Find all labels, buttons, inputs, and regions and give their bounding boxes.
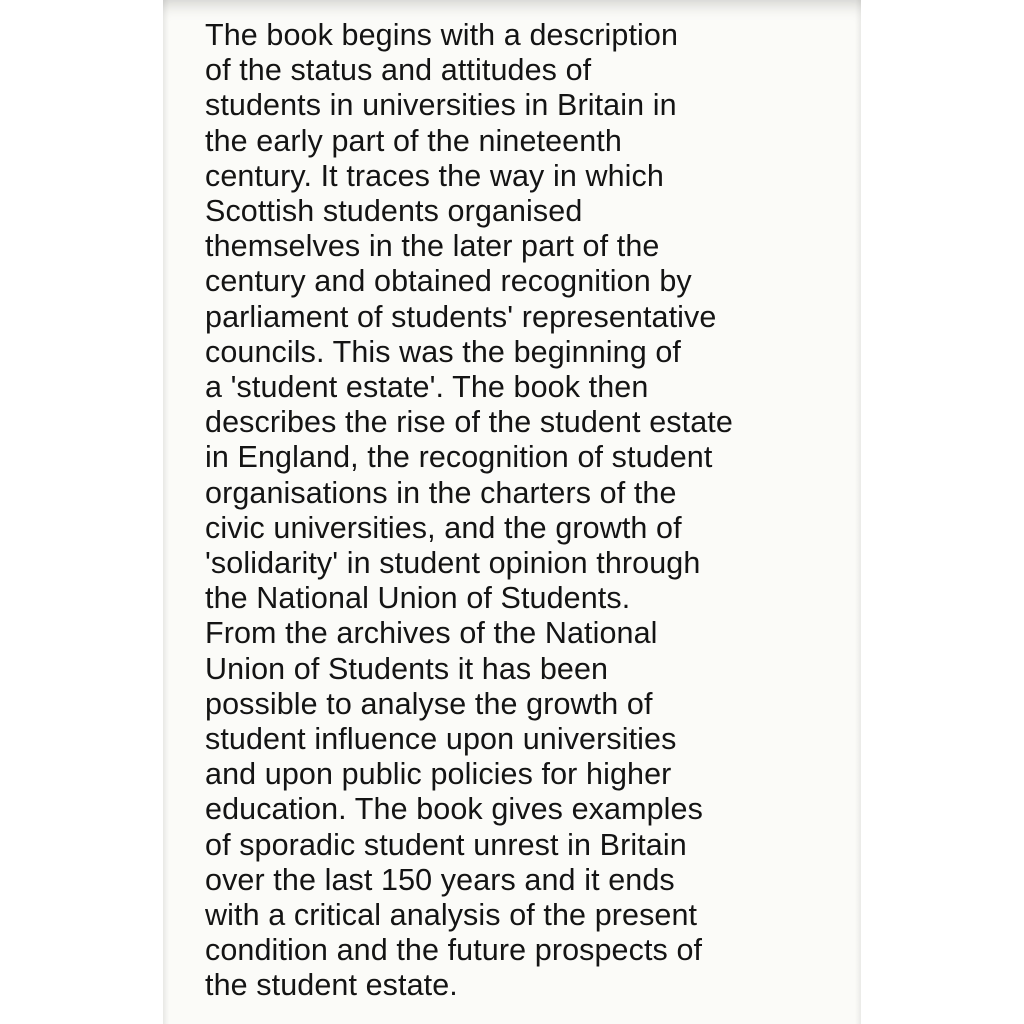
text-line: a 'student estate'. The book then bbox=[205, 370, 649, 405]
text-line: the National Union of Students. bbox=[205, 581, 631, 616]
text-line: condition and the future prospects of bbox=[205, 933, 703, 968]
text-line: 'solidarity' in student opinion through bbox=[205, 546, 701, 581]
text-line: with a critical analysis of the present bbox=[205, 898, 698, 933]
text-line: the early part of the nineteenth bbox=[205, 123, 622, 158]
text-line: From the archives of the National bbox=[205, 616, 658, 651]
text-line: in England, the recognition of student bbox=[205, 440, 713, 475]
text-line: councils. This was the beginning of bbox=[205, 334, 681, 369]
text-line: organisations in the charters of the bbox=[205, 475, 677, 510]
text-line: possible to analyse the growth of bbox=[205, 686, 653, 721]
text-line: education. The book gives examples bbox=[205, 792, 703, 827]
text-line: parliament of students' representative bbox=[205, 299, 717, 334]
text-line: century. It traces the way in which bbox=[205, 158, 664, 193]
text-line: The book begins with a description bbox=[205, 18, 679, 52]
text-line: students in universities in Britain in bbox=[205, 88, 677, 123]
text-line: Union of Students it has been bbox=[205, 651, 609, 686]
text-line: of sporadic student unrest in Britain bbox=[205, 827, 687, 862]
text-line: describes the rise of the student estate bbox=[205, 405, 733, 440]
paper-sheet bbox=[163, 0, 861, 1024]
text-line: civic universities, and the growth of bbox=[205, 510, 682, 545]
text-line: themselves in the later part of the bbox=[205, 229, 660, 264]
text-line: the student estate. bbox=[205, 968, 458, 1003]
text-line: Scottish students organised bbox=[205, 194, 583, 229]
blurb-text bbox=[205, 18, 855, 1004]
text-line: over the last 150 years and it ends bbox=[205, 862, 675, 897]
text-line: student influence upon universities bbox=[205, 722, 677, 757]
text-line: century and obtained recognition by bbox=[205, 264, 692, 299]
text-line: of the status and attitudes of bbox=[205, 53, 592, 88]
text-line: and upon public policies for higher bbox=[205, 757, 672, 792]
